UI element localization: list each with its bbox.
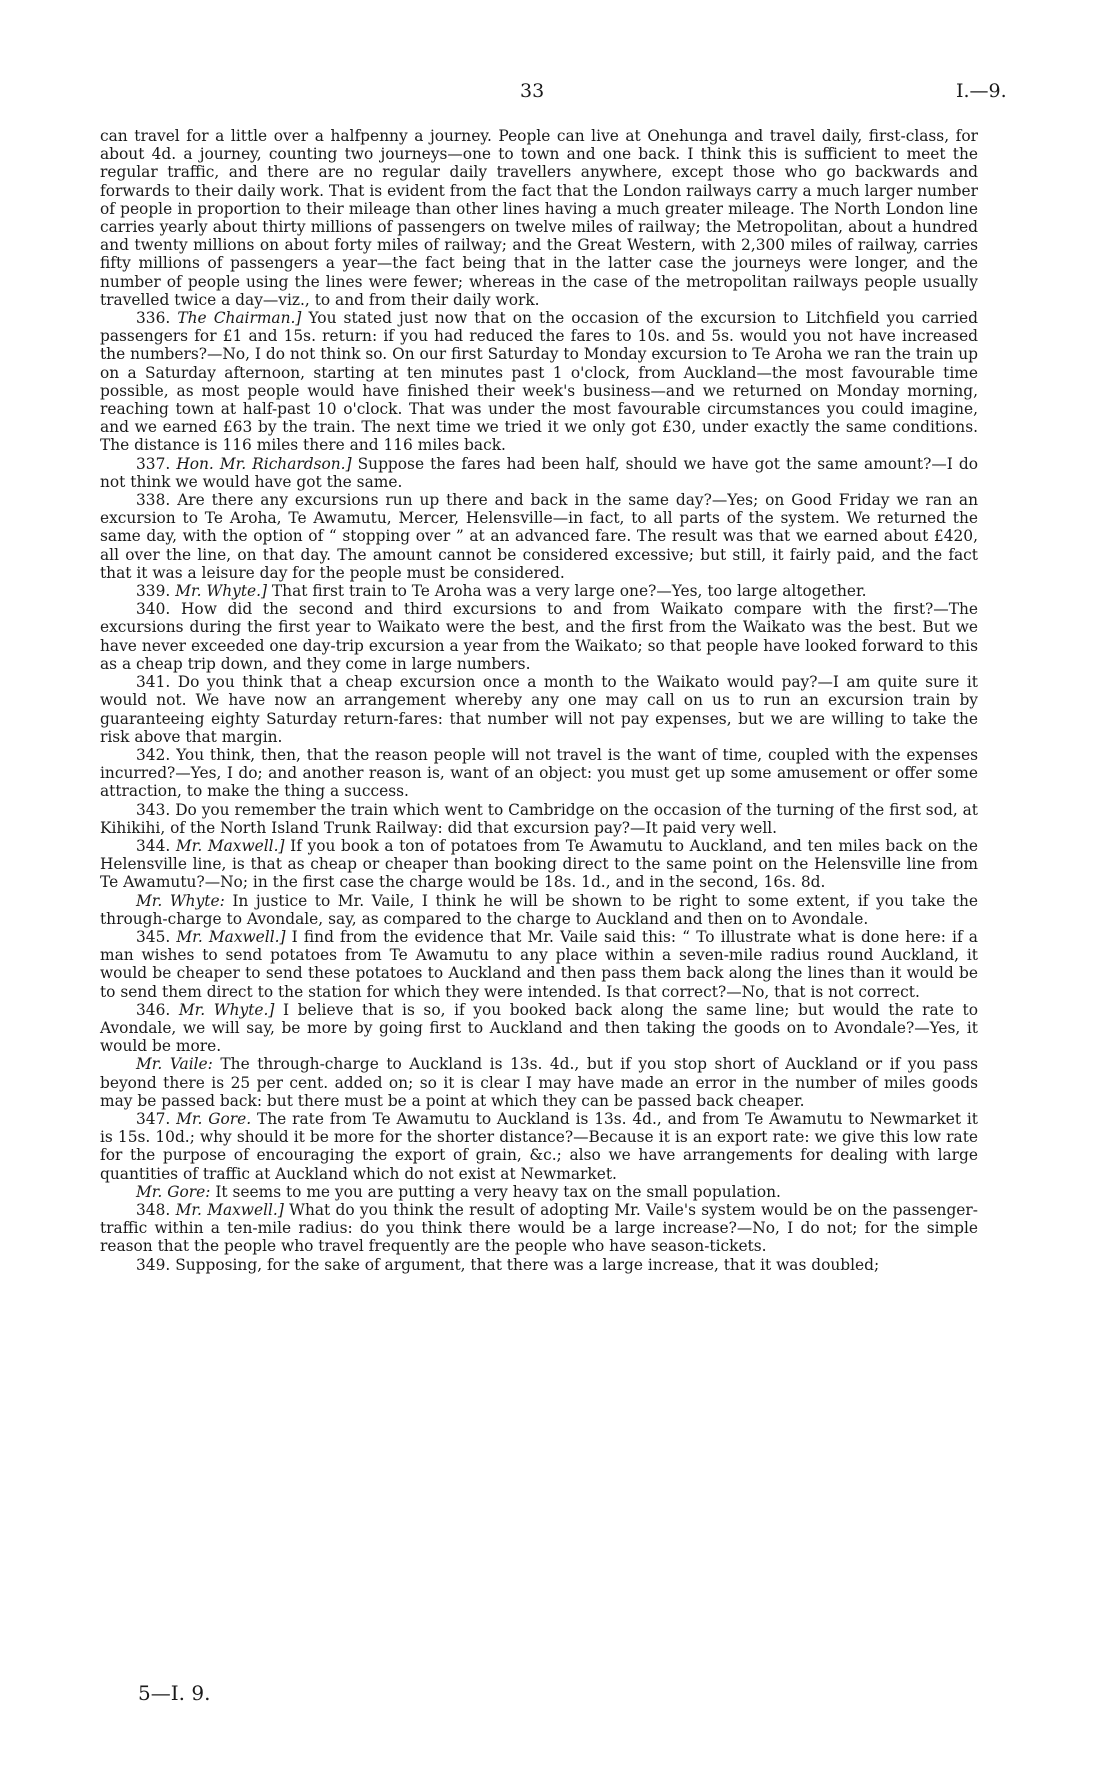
paragraph-text: The rate from Te Awamutu to Auckland is 13s. 4d., and from Te Awamutu to Newmarket it is 15s. 10d.; why should it be more for the shorter distance?—Because it is an export rate: we give this low rate for the purpose of encouraging the export of grain, &c.; also we have arrangements for dealing with large quantities of traffic at Auckland which do not exist at Newmarket. — [100, 1109, 978, 1183]
testimony-paragraph — [100, 746, 978, 801]
paragraph-text: You stated just now that on the occasion of the excursion to Litchfield you carried passengers for £1 and 15s. return: if you had reduced the fares to 10s. and 5s. would you not have increased the numbers?—No, I do not think so. On our first Saturday to Monday excursion to Te Aroha we ran the train up on a Saturday afternoon, starting at ten minutes past 1 o'clock, from Auckland—the most favourable time possible, as most people would have finished their week's business—and we returned on Monday morning, reaching town at half-past 10 o'clock. That was under the most favourable circumstances you could imagine, and we earned £63 by the train. The next time we tried it we only got £30, under exactly the same conditions. The distance is 116 miles there and 116 miles back. — [100, 309, 978, 455]
testimony-paragraph — [100, 892, 978, 928]
question-number: 339. — [136, 582, 171, 601]
speaker-label: Mr. Gore. — [176, 1109, 252, 1128]
paragraph-text: You think, then, that the reason people will not travel is the want of time, coupled with the expenses incurred?—Yes, I do; and another reason is, want of an object: you must get up some amusement or offer some attraction, to make the thing a success. — [100, 745, 978, 801]
testimony-paragraph — [100, 1110, 978, 1183]
speaker-label: Hon. Mr. Richardson.] — [176, 454, 352, 473]
paragraph-text: can travel for a little over a halfpenny a journey. People can live at Onehunga and travel daily, first-class, for about 4d. a journey, counting two journeys—one to town and one back. I think this is sufficient to meet the regular traffic, and there are no regular daily travellers anywhere, except those who go backwards and forwards to their daily work. That is evident from the fact that the London railways carry a much larger number of people in proportion to their mileage than other lines having a much greater mileage. The North London line carries yearly about thirty millions of passengers on twelve miles of railway; the Metropolitan, about a hundred and twenty millions on about forty miles of railway; and the Great Western, with 2,300 miles of railway, carries fifty millions of passengers a year—the fact being that in the latter case the journeys were longer, and the number of people using the lines were fewer; whereas in the case of the metropolitan railways people usually travelled twice a day—viz., to and from their daily work. — [100, 127, 978, 309]
question-number: 336. — [136, 309, 171, 328]
testimony-paragraph — [100, 1001, 978, 1056]
speaker-label: Mr. Maxwell.] — [176, 927, 286, 946]
testimony-paragraph — [100, 582, 978, 600]
paragraph-text: Do you remember the train which went to Cambridge on the occasion of the turning of the first sod, at Kihikihi, of the North Island Trunk Railway: did that excursion pay?—It paid very well. — [100, 800, 978, 837]
page-reference: I.—9. — [956, 80, 1007, 102]
paragraph-text: That first train to Te Aroha was a very large one?—Yes, too large altogether. — [271, 582, 867, 601]
paragraph-text: The through-charge to Auckland is 13s. 4d., but if you stop short of Auckland or if you pass beyond there is 25 per cent. added on; so it is clear I may have made an error in the number of miles goods may be passed back: but there must be a point at which they can be passed back cheaper. — [100, 1055, 978, 1110]
speaker-label: Mr. Whyte.] — [175, 582, 268, 601]
paragraph-text: Supposing, for the sake of argument, that there was a large increase, that it was doubled; — [175, 1255, 880, 1274]
testimony-paragraph — [100, 837, 978, 892]
question-number: 348. — [136, 1200, 171, 1219]
question-number: 338. — [136, 491, 171, 510]
question-number: 342. — [136, 745, 171, 764]
page-number: 33 — [520, 80, 545, 102]
speaker-label: Mr. Gore: — [136, 1182, 211, 1201]
testimony-paragraph — [100, 455, 978, 491]
question-number: 337. — [136, 454, 171, 473]
speaker-label: Mr. Vaile: — [136, 1055, 213, 1074]
testimony-paragraph — [100, 673, 978, 746]
testimony-paragraph — [100, 1201, 978, 1256]
paragraph-text: I find from the evidence that Mr. Vaile said this: “ To illustrate what is done here: if a man wishes to send potatoes from Te Awamutu to any place within a seven-mile radius round Auckland, it would be cheaper to send these potatoes to Auckland and then pass them back along the lines than it would be to send them direct to the station for which they were intended. Is that correct?—No, that is not correct. — [100, 927, 978, 1001]
question-number: 341. — [136, 673, 171, 692]
question-number: 344. — [136, 836, 171, 855]
question-number: 347. — [136, 1109, 171, 1128]
paragraph-text: How did the second and third excursions to and from Waikato compare with the first?—The excursions during the first year to Waikato were the best, and the first from the Waikato was the best. But we have never exceeded one day-trip excursion a year from the Waikato; so that people have looked forward to this as a cheap trip down, and they come in large numbers. — [100, 600, 978, 673]
testimony-paragraph — [100, 1183, 978, 1201]
footer-signature: 5—I. 9. — [138, 1681, 211, 1705]
question-number: 340. — [136, 600, 171, 619]
testimony-paragraph — [100, 1055, 978, 1110]
paragraph-text: Are there any excursions run up there and back in the same day?—Yes; on Good Friday we ran an excursion to Te Aroha, Te Awamutu, Mercer, Helensville—in fact, to all parts of the system. We returned the same day, with the option of “ stopping over ” at an advanced fare. The result was that we earned about £420, all over the line, on that day. The amount cannot be considered excessive; but still, it fairly paid, and the fact that it was a leisure day for the people must be considered. — [100, 491, 978, 582]
paragraph-text: Suppose the fares had been half, should we have got the same amount?—I do not think we would have got the same. — [100, 454, 978, 491]
testimony-paragraph — [100, 491, 978, 582]
paragraph-text: I believe that is so, if you booked back along the same line; but would the rate to Avondale, we will say, be more by going first to Auckland and then taking the goods on to Avondale?—Yes, it would be more. — [100, 1000, 978, 1056]
question-number: 345. — [136, 927, 171, 946]
paragraph-text: What do you think the result of adopting Mr. Vaile's system would be on the passenger-traffic within a ten-mile radius: do you think there would be a large increase?—No, I do not; for the simple reason that the people who travel frequently are the people who have season-tickets. — [100, 1200, 978, 1256]
paragraph-text: If you book a ton of potatoes from Te Awamutu to Auckland, and ten miles back on the Helensville line, is that as cheap or cheaper than booking direct to the same point on the Helensville line from Te Awamutu?—No; in the first case the charge would be 18s. 1d., and in the second, 16s. 8d. — [100, 836, 978, 892]
testimony-paragraph — [100, 928, 978, 1001]
speaker-label: Mr. Maxwell.] — [175, 836, 285, 855]
testimony-paragraph — [100, 127, 978, 309]
question-number: 349. — [136, 1255, 171, 1274]
speaker-label: Mr. Maxwell.] — [175, 1200, 284, 1219]
paragraph-text: Do you think that a cheap excursion once a month to the Waikato would pay?—I am quite sure it would not. We have now an arrangement whereby any one may call on us to run an excursion train by guaranteeing eighty Saturday return-fares: that number will not pay expenses, but we are willing to take the risk above that margin. — [100, 673, 978, 746]
testimony-paragraph — [100, 309, 978, 455]
testimony-paragraph — [100, 600, 978, 673]
paragraph-text: In justice to Mr. Vaile, I think he will be shown to be right to some extent, if you take the through-charge to Avondale, say, as compared to the charge to Auckland and then on to Avondale. — [100, 891, 978, 928]
speaker-label: Mr. Whyte: — [136, 891, 225, 910]
question-number: 343. — [136, 800, 171, 819]
body-text — [100, 127, 978, 1274]
speaker-label: The Chairman.] — [177, 309, 302, 328]
testimony-paragraph — [100, 801, 978, 837]
paragraph-text: It seems to me you are putting a very heavy tax on the small population. — [215, 1182, 781, 1201]
testimony-paragraph — [100, 1256, 978, 1274]
question-number: 346. — [136, 1000, 171, 1019]
speaker-label: Mr. Whyte.] — [178, 1000, 275, 1019]
